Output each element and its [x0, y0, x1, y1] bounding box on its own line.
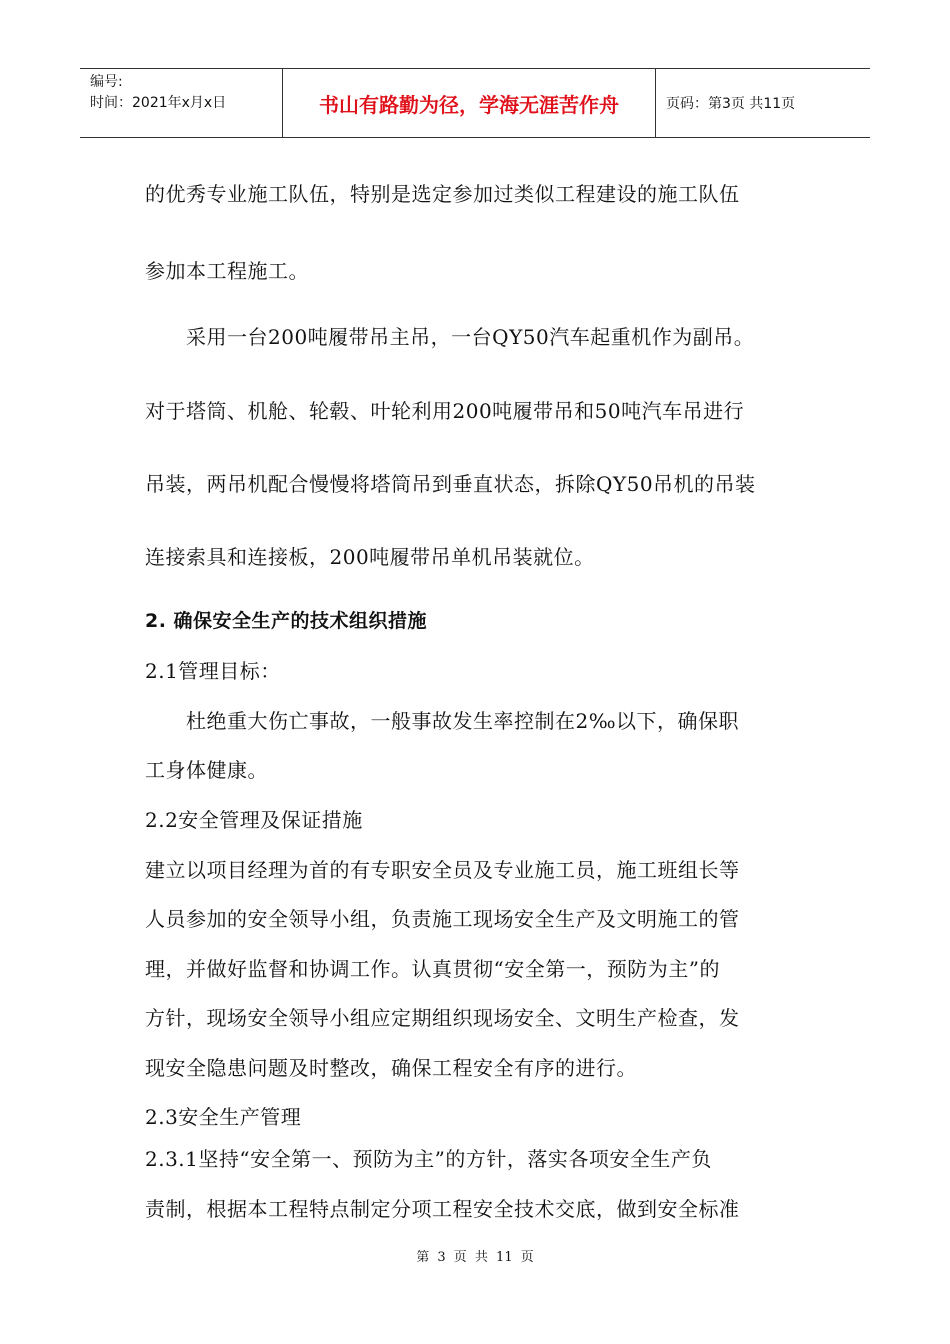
body-line: 责制，根据本工程特点制定分项工程安全技术交底，做到安全标准: [145, 1197, 740, 1221]
body-line: 吊装，两吊机配合慢慢将塔筒吊到垂直状态，拆除QY50吊机的吊装: [145, 472, 756, 496]
subsection-heading: 2.1管理目标：: [145, 659, 281, 683]
page-footer: 第 3 页 共 11 页: [416, 1250, 534, 1265]
body-line: 参加本工程施工。: [145, 259, 309, 283]
subsection-heading: 2.2安全管理及保证措施: [145, 808, 363, 832]
body-line: 人员参加的安全领导小组，负责施工现场安全生产及文明施工的管: [145, 907, 740, 931]
header-page-info: 页码：第3页 共11页: [666, 96, 796, 112]
header-motto: 书山有路勤为径，学海无涯苦作舟: [283, 69, 656, 137]
body-line: 采用一台200吨履带吊主吊，一台QY50汽车起重机作为副吊。: [186, 325, 755, 349]
body-line: 杜绝重大伤亡事故，一般事故发生率控制在2‰以下，确保职: [186, 709, 740, 733]
document-date: 时间：2021年x月x日: [90, 95, 227, 111]
body-line: 工身体健康。: [145, 758, 268, 782]
subsection-heading: 2.3安全生产管理: [145, 1105, 302, 1129]
body-line: 现安全隐患问题及时整改，确保工程安全有序的进行。: [145, 1056, 637, 1080]
body-line: 理，并做好监督和协调工作。认真贯彻“安全第一，预防为主”的: [145, 957, 720, 981]
document-number: 编号:: [90, 74, 123, 90]
section-heading: 2. 确保安全生产的技术组织措施: [145, 610, 428, 632]
body-line: 的优秀专业施工队伍，特别是选定参加过类似工程建设的施工队伍: [145, 182, 740, 206]
header-meta: [80, 69, 283, 137]
body-line: 方针，现场安全领导小组应定期组织现场安全、文明生产检查，发: [145, 1006, 740, 1030]
body-line: 对于塔筒、机舱、轮毂、叶轮利用200吨履带吊和50吨汽车吊进行: [145, 399, 745, 423]
page-header: [80, 68, 870, 138]
body-line: 连接索具和连接板，200吨履带吊单机吊装就位。: [145, 545, 595, 569]
body-line: 建立以项目经理为首的有专职安全员及专业施工员，施工班组长等: [145, 858, 740, 882]
body-line: 2.3.1坚持“安全第一、预防为主”的方针，落实各项安全生产负: [145, 1147, 712, 1171]
